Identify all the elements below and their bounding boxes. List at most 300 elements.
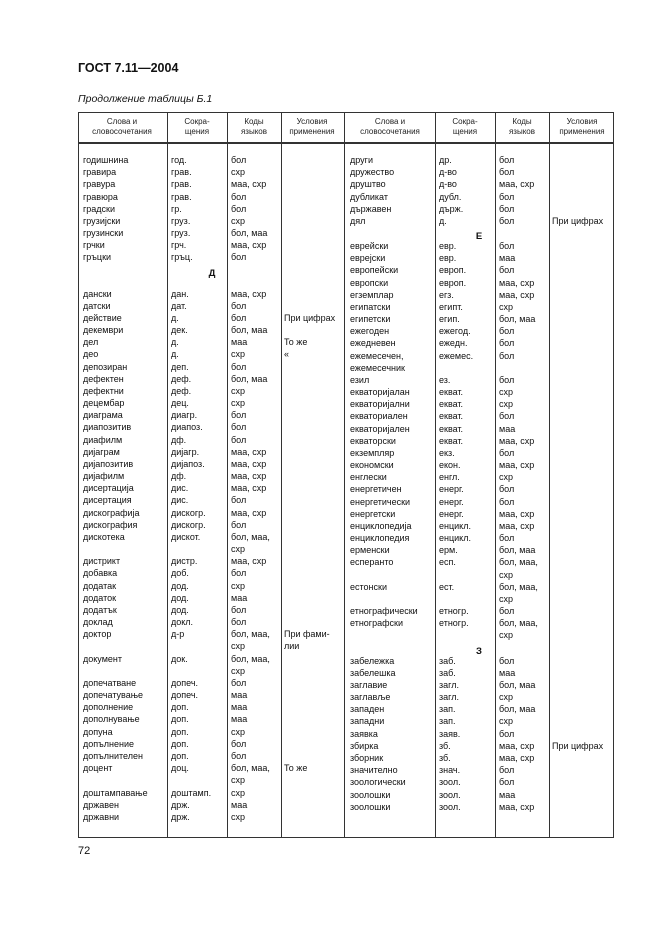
language-code-cell: бол xyxy=(499,338,515,349)
word-cell: доклад xyxy=(83,617,113,628)
word-cell: екваторијалан xyxy=(350,387,410,398)
word-cell: дисертация xyxy=(83,495,132,506)
word-cell: европски xyxy=(350,277,389,288)
header-words: Слова и словосочетания xyxy=(92,117,152,136)
word-cell: додатък xyxy=(83,604,117,615)
word-cell: додаток xyxy=(83,592,117,603)
table-bottom-border xyxy=(78,837,614,838)
word-cell: заглавље xyxy=(350,692,391,703)
language-code-cell: бол xyxy=(231,568,247,579)
abbreviation-cell: енгл. xyxy=(439,472,460,483)
abbreviation-cell: деп. xyxy=(171,361,189,372)
word-cell: други xyxy=(350,155,373,165)
language-code-cell: бол xyxy=(499,374,515,385)
abbreviation-cell: ерм. xyxy=(439,545,458,556)
language-code-cell: схр xyxy=(231,385,246,396)
word-cell: дружество xyxy=(350,167,395,178)
abbreviation-cell: д. xyxy=(171,312,179,323)
word-cell: грузински xyxy=(83,228,124,239)
abbreviation-cell: екват. xyxy=(439,423,464,434)
word-cell: допуна xyxy=(83,726,113,737)
abbreviation-cell: доштамп. xyxy=(171,787,212,798)
language-code-cell: схр xyxy=(499,716,514,727)
language-code-cell: маа, схр xyxy=(231,179,267,190)
language-code-cell: бол xyxy=(499,496,515,507)
abbreviation-cell: заяв. xyxy=(439,728,461,739)
word-cell: етнографски xyxy=(350,618,403,629)
abbreviation-cell: др. xyxy=(439,155,452,165)
language-code-cell: маа, схр xyxy=(231,240,267,251)
language-code-cell: маа xyxy=(231,702,248,713)
abbreviation-cell: допеч. xyxy=(171,677,199,688)
word-cell: додатак xyxy=(83,580,117,591)
abbreviation-table xyxy=(78,112,614,838)
language-code-cell: маа, схр xyxy=(499,460,535,471)
word-cell: египетски xyxy=(350,314,391,325)
abbreviation-cell: доп. xyxy=(171,726,189,737)
abbreviation-cell: ез. xyxy=(439,374,451,385)
language-code-cell: бол xyxy=(231,312,247,323)
language-code-cell: бол xyxy=(499,203,515,214)
word-cell: диапозитив xyxy=(83,422,132,433)
abbreviation-cell: допеч. xyxy=(171,690,199,701)
language-code-cell: бол, маа xyxy=(499,679,536,690)
word-cell: дијафилм xyxy=(83,471,125,482)
language-code-cell: бол xyxy=(499,215,515,226)
word-cell: естонски xyxy=(350,581,387,592)
abbreviation-cell: д. xyxy=(171,349,179,360)
language-code-cell: схр xyxy=(231,215,246,226)
word-cell: дополнение xyxy=(83,702,134,713)
language-code-cell: маа, схр xyxy=(499,435,535,446)
column-divider xyxy=(495,112,496,838)
language-code-cell: бол xyxy=(231,738,247,749)
word-cell: дијапозитив xyxy=(83,458,134,469)
header-abbreviations-right: Сокра- щения xyxy=(452,117,478,136)
abbreviation-cell: зоол. xyxy=(439,789,461,800)
document-id: ГОСТ 7.11—2004 xyxy=(78,61,179,75)
language-code-cell: маа, схр xyxy=(231,471,267,482)
word-cell: дијаграм xyxy=(83,446,120,457)
word-cell: екваторијални xyxy=(350,399,410,410)
abbreviation-cell: д. xyxy=(171,337,179,348)
word-cell: езил xyxy=(350,374,370,385)
language-code-cell: маа xyxy=(231,799,248,810)
word-cell: зоологически xyxy=(350,777,406,788)
condition-cell: лии xyxy=(284,641,300,652)
word-cell: екваторијален xyxy=(350,423,410,434)
word-cell: енциклопедия xyxy=(350,533,410,544)
language-code-cell: схр xyxy=(231,726,246,737)
language-code-cell: бол, маа, xyxy=(231,531,270,542)
word-cell: гравира xyxy=(83,167,117,178)
word-cell: доштампавање xyxy=(83,787,148,798)
header-conditions: Условия применения xyxy=(289,117,335,136)
word-cell: допълнителен xyxy=(83,750,143,761)
abbreviation-cell: екз. xyxy=(439,447,455,458)
language-code-cell: бол xyxy=(231,252,247,263)
language-code-cell: бол, маа, xyxy=(231,763,270,774)
abbreviation-cell: дод. xyxy=(171,592,189,603)
word-cell: гравюра xyxy=(83,191,118,202)
word-cell: енергетичен xyxy=(350,484,402,495)
language-code-cell: бол xyxy=(231,604,247,615)
column-divider xyxy=(167,112,168,838)
word-cell: египатски xyxy=(350,301,391,312)
abbreviation-cell: зоол. xyxy=(439,801,461,812)
column-divider xyxy=(78,112,79,838)
abbreviation-cell: диагр. xyxy=(171,410,198,421)
abbreviation-cell: докл. xyxy=(171,617,194,628)
abbreviation-cell: гр. xyxy=(171,203,182,214)
abbreviation-cell: дод. xyxy=(171,604,189,615)
language-code-cell: схр xyxy=(231,167,246,178)
abbreviation-cell: доп. xyxy=(171,738,189,749)
word-cell: дистрикт xyxy=(83,556,121,567)
language-code-cell: бол xyxy=(499,606,515,617)
language-code-cell: маа xyxy=(499,423,516,434)
abbreviation-cell: зоол. xyxy=(439,777,461,788)
language-code-cell: бол xyxy=(499,350,515,361)
condition-cell: « xyxy=(284,349,290,360)
abbreviation-cell: грав. xyxy=(171,179,192,190)
abbreviation-cell: ежегод. xyxy=(439,326,471,337)
column-divider xyxy=(435,112,436,838)
word-cell: енергетически xyxy=(350,496,411,507)
language-code-cell: бол xyxy=(231,677,247,688)
word-cell: допечатување xyxy=(83,690,144,701)
abbreviation-cell: дискот. xyxy=(171,531,201,542)
language-code-cell: схр xyxy=(231,665,246,676)
language-code-cell: бол xyxy=(231,191,247,202)
abbreviation-cell: д. xyxy=(439,215,447,226)
word-cell: збирка xyxy=(350,740,379,751)
word-cell: зоолошки xyxy=(350,801,391,812)
word-cell: енглески xyxy=(350,472,387,483)
abbreviation-cell: загл. xyxy=(439,679,459,690)
table-caption: Продолжение таблицы Б.1 xyxy=(78,93,213,105)
abbreviation-cell: енерг. xyxy=(439,484,464,495)
condition-cell: При цифрах xyxy=(284,312,336,323)
language-code-cell: схр xyxy=(499,692,514,703)
word-cell: доцент xyxy=(83,763,113,774)
abbreviation-cell: зб. xyxy=(439,752,451,763)
abbreviation-cell: зб. xyxy=(439,740,451,751)
word-cell: ежегоден xyxy=(350,326,390,337)
language-code-cell: бол xyxy=(231,203,247,214)
word-cell: документ xyxy=(83,653,122,664)
language-code-cell: маа xyxy=(231,337,248,348)
abbreviation-cell: загл. xyxy=(439,692,459,703)
word-cell: ежемесечник xyxy=(350,362,405,373)
language-code-cell: бол, маа xyxy=(231,325,268,336)
word-cell: економски xyxy=(350,460,394,471)
language-code-cell: маа, схр xyxy=(499,752,535,763)
abbreviation-cell: дод. xyxy=(171,580,189,591)
column-divider xyxy=(281,112,282,838)
language-code-cell: бол xyxy=(499,484,515,495)
language-code-cell: бол xyxy=(231,155,247,165)
abbreviation-cell: груз. xyxy=(171,228,191,239)
word-cell: диаграма xyxy=(83,410,123,421)
language-code-cell: схр xyxy=(231,787,246,798)
abbreviation-cell: дек. xyxy=(171,325,188,336)
language-code-cell: бол xyxy=(499,447,515,458)
language-code-cell: бол, маа xyxy=(499,314,536,325)
word-cell: ерменски xyxy=(350,545,390,556)
column-divider xyxy=(227,112,228,838)
word-cell: екваторски xyxy=(350,435,396,446)
word-cell: годишнина xyxy=(83,155,129,165)
abbreviation-cell: деф. xyxy=(171,373,192,384)
abbreviation-cell: заб. xyxy=(439,655,456,666)
word-cell: дополнување xyxy=(83,714,140,725)
word-cell: западни xyxy=(350,716,385,727)
word-cell: забелешка xyxy=(350,667,396,678)
abbreviation-cell: енерг. xyxy=(439,496,464,507)
table-top-border xyxy=(78,112,614,113)
section-letter: Е xyxy=(475,231,483,243)
abbreviation-cell: доп. xyxy=(171,750,189,761)
abbreviation-cell: егз. xyxy=(439,289,454,300)
word-cell: дял xyxy=(350,215,366,226)
language-code-cell: маа xyxy=(231,714,248,725)
abbreviation-cell: деф. xyxy=(171,385,192,396)
word-cell: диафилм xyxy=(83,434,123,445)
word-cell: доктор xyxy=(83,629,112,640)
word-cell: датски xyxy=(83,300,111,311)
language-code-cell: бол xyxy=(231,410,247,421)
word-cell: државни xyxy=(83,811,120,822)
word-cell: заглавие xyxy=(350,679,388,690)
word-cell: допечатване xyxy=(83,677,137,688)
word-cell: гравура xyxy=(83,179,116,190)
language-code-cell: маа xyxy=(499,667,516,678)
word-cell: енергетски xyxy=(350,508,396,519)
section-letter: З xyxy=(476,645,482,657)
word-cell: еврејски xyxy=(350,253,386,264)
abbreviation-cell: дец. xyxy=(171,398,189,409)
language-code-cell: бол, маа xyxy=(499,545,536,556)
word-cell: държавен xyxy=(350,203,392,214)
language-code-cell: бол, маа, xyxy=(499,618,538,629)
language-code-cell: бол xyxy=(231,422,247,433)
abbreviation-cell: дис. xyxy=(171,483,189,494)
abbreviation-cell: есп. xyxy=(439,557,456,568)
language-code-cell: маа xyxy=(499,789,516,800)
language-code-cell: бол xyxy=(499,777,515,788)
word-cell: дански xyxy=(83,288,112,299)
abbreviation-cell: евр. xyxy=(439,253,457,264)
abbreviation-cell: д-во xyxy=(439,179,457,190)
abbreviation-cell: дф. xyxy=(171,434,187,445)
abbreviation-cell: европ. xyxy=(439,265,467,276)
word-cell: забележка xyxy=(350,655,395,666)
word-cell: западен xyxy=(350,704,385,715)
language-code-cell: бол xyxy=(231,750,247,761)
abbreviation-cell: дф. xyxy=(171,471,187,482)
abbreviation-cell: дискогр. xyxy=(171,519,206,530)
abbreviation-cell: етногр. xyxy=(439,618,469,629)
language-code-cell: маа, схр xyxy=(499,179,535,190)
word-cell: екземпляр xyxy=(350,447,395,458)
language-code-cell: схр xyxy=(499,472,514,483)
abbreviation-cell: европ. xyxy=(439,277,467,288)
word-cell: декември xyxy=(83,325,124,336)
word-cell: депозиран xyxy=(83,361,128,372)
word-cell: действие xyxy=(83,312,122,323)
word-cell: еврейски xyxy=(350,241,389,252)
abbreviation-cell: доп. xyxy=(171,702,189,713)
word-cell: дискографија xyxy=(83,507,140,518)
abbreviation-cell: држ. xyxy=(171,799,190,810)
abbreviation-cell: дијапоз. xyxy=(171,458,205,469)
abbreviation-cell: грав. xyxy=(171,167,192,178)
language-code-cell: маа, схр xyxy=(499,289,535,300)
language-code-cell: маа, схр xyxy=(231,446,267,457)
abbreviation-cell: диапоз. xyxy=(171,422,203,433)
abbreviation-cell: екват. xyxy=(439,387,464,398)
language-code-cell: схр xyxy=(231,580,246,591)
abbreviation-cell: грч. xyxy=(171,240,187,251)
column-divider xyxy=(549,112,550,838)
language-code-cell: маа, схр xyxy=(499,508,535,519)
language-code-cell: бол xyxy=(231,495,247,506)
header-abbreviations: Сокра- щения xyxy=(184,117,210,136)
column-divider xyxy=(344,112,345,838)
language-code-cell: бол xyxy=(231,434,247,445)
word-cell: део xyxy=(83,349,99,360)
abbreviation-cell: дубл. xyxy=(439,191,462,202)
language-code-cell: маа, схр xyxy=(231,458,267,469)
word-cell: екваториален xyxy=(350,411,408,422)
word-cell: дискотека xyxy=(83,531,125,542)
language-code-cell: бол xyxy=(499,655,515,666)
language-code-cell: бол xyxy=(499,326,515,337)
language-code-cell: схр xyxy=(499,387,514,398)
language-code-cell: маа, схр xyxy=(499,801,535,812)
language-code-cell: схр xyxy=(231,775,246,786)
language-code-cell: бол xyxy=(231,519,247,530)
word-cell: европейски xyxy=(350,265,399,276)
word-cell: децембар xyxy=(83,398,125,409)
header-words-right: Слова и словосочетания xyxy=(360,117,420,136)
abbreviation-cell: доп. xyxy=(171,714,189,725)
language-code-cell: бол, маа xyxy=(499,704,536,715)
word-cell: грчки xyxy=(83,240,105,251)
abbreviation-cell: гръц. xyxy=(171,252,193,263)
abbreviation-cell: ежедн. xyxy=(439,338,468,349)
language-code-cell: маа, схр xyxy=(499,277,535,288)
language-code-cell: бол xyxy=(231,617,247,628)
abbreviation-cell: груз. xyxy=(171,215,191,226)
abbreviation-cell: држ. xyxy=(171,811,190,822)
word-cell: друштво xyxy=(350,179,386,190)
abbreviation-cell: екон. xyxy=(439,460,461,471)
language-code-cell: бол, маа, xyxy=(499,557,538,568)
language-code-cell: маа, схр xyxy=(499,740,535,751)
word-cell: ежемесечен, xyxy=(350,350,404,361)
language-code-cell: маа, схр xyxy=(499,520,535,531)
language-code-cell: бол, маа, xyxy=(231,629,270,640)
word-cell: заявка xyxy=(350,728,378,739)
language-code-cell: схр xyxy=(499,630,514,641)
abbreviation-cell: дијагр. xyxy=(171,446,200,457)
word-cell: дискография xyxy=(83,519,138,530)
condition-cell: То же xyxy=(284,763,308,774)
word-cell: грузијски xyxy=(83,215,121,226)
abbreviation-cell: енерг. xyxy=(439,508,464,519)
language-code-cell: бол xyxy=(499,155,515,165)
condition-cell: При цифрах xyxy=(552,215,604,226)
abbreviation-cell: египт. xyxy=(439,301,463,312)
abbreviation-cell: ест. xyxy=(439,581,455,592)
language-code-cell: схр xyxy=(231,641,246,652)
word-cell: есперанто xyxy=(350,557,394,568)
abbreviation-cell: зап. xyxy=(439,716,456,727)
abbreviation-cell: дискогр. xyxy=(171,507,206,518)
word-cell: етнографически xyxy=(350,606,418,617)
abbreviation-cell: д-во xyxy=(439,167,457,178)
language-code-cell: бол xyxy=(499,265,515,276)
word-cell: добавка xyxy=(83,568,118,579)
word-cell: дубликат xyxy=(350,191,388,202)
language-code-cell: маа xyxy=(499,253,516,264)
word-cell: гръцки xyxy=(83,252,112,263)
header-conditions-right: Условия применения xyxy=(559,117,605,136)
abbreviation-cell: грав. xyxy=(171,191,192,202)
word-cell: државен xyxy=(83,799,119,810)
abbreviation-cell: енцикл. xyxy=(439,520,471,531)
abbreviation-cell: егип. xyxy=(439,314,460,325)
language-code-cell: схр xyxy=(231,811,246,822)
language-code-cell: схр xyxy=(499,569,514,580)
language-code-cell: бол xyxy=(499,411,515,422)
condition-cell: То же xyxy=(284,337,308,348)
abbreviation-cell: заб. xyxy=(439,667,456,678)
page-number: 72 xyxy=(78,845,91,857)
abbreviation-cell: дат. xyxy=(171,300,187,311)
language-code-cell: маа, схр xyxy=(231,483,267,494)
abbreviation-cell: енцикл. xyxy=(439,533,471,544)
word-cell: допълнение xyxy=(83,738,134,749)
language-code-cell: схр xyxy=(231,544,246,555)
language-code-cell: маа xyxy=(231,592,248,603)
condition-cell: При цифрах xyxy=(552,740,604,751)
language-code-cell: бол xyxy=(499,241,515,252)
abbreviation-cell: доц. xyxy=(171,763,189,774)
abbreviation-cell: год. xyxy=(171,155,187,165)
word-cell: значително xyxy=(350,765,398,776)
language-code-cell: бол, маа xyxy=(231,228,268,239)
abbreviation-cell: знач. xyxy=(439,765,461,776)
language-code-cell: бол, маа xyxy=(231,373,268,384)
condition-cell: При фами- xyxy=(284,629,330,640)
language-code-cell: бол xyxy=(231,300,247,311)
word-cell: ежедневен xyxy=(350,338,396,349)
language-code-cell: бол xyxy=(499,533,515,544)
word-cell: дефектен xyxy=(83,373,124,384)
word-cell: дефектни xyxy=(83,385,124,396)
word-cell: градски xyxy=(83,203,116,214)
abbreviation-cell: екват. xyxy=(439,399,464,410)
language-code-cell: маа, схр xyxy=(231,556,267,567)
language-code-cell: схр xyxy=(499,593,514,604)
language-code-cell: бол xyxy=(499,167,515,178)
language-code-cell: бол xyxy=(499,191,515,202)
word-cell: зоолошки xyxy=(350,789,391,800)
abbreviation-cell: етногр. xyxy=(439,606,469,617)
